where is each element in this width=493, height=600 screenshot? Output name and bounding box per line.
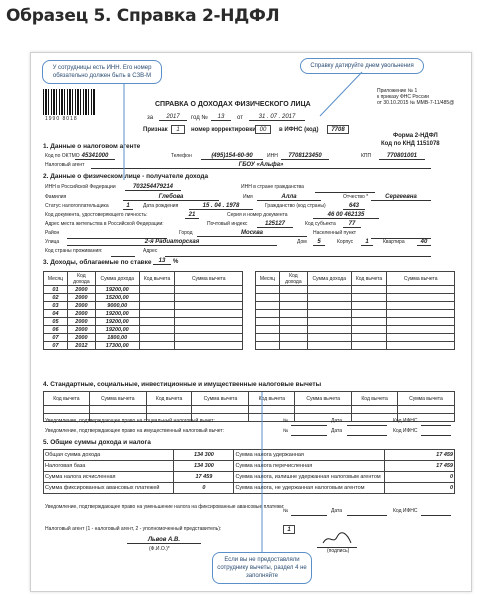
series-value: 46 00 462135 <box>313 212 379 219</box>
income-cell: 1800,00 <box>95 334 139 342</box>
income-cell: 07 <box>44 334 68 342</box>
income-cell <box>175 334 243 342</box>
rate-value: 13 <box>153 258 171 265</box>
income-cell-empty <box>256 294 280 302</box>
inn-foreign-line <box>315 192 375 193</box>
totals-cell-label: Общая сумма дохода <box>44 450 174 461</box>
phone-label: Телефон <box>171 153 192 159</box>
income-row <box>44 318 243 326</box>
deduction-header: Код вычета <box>146 392 192 406</box>
city-value: Москва <box>197 230 307 237</box>
income-cell-empty <box>279 334 307 342</box>
income-cell-empty <box>387 302 455 310</box>
income-cell <box>175 326 243 334</box>
income-cell <box>139 318 175 326</box>
totals-cell-value: 134 300 <box>174 461 234 472</box>
property-no: № <box>283 428 289 434</box>
income-cell: 2000 <box>67 310 95 318</box>
district-label: Район <box>45 230 60 236</box>
income-cell-empty <box>387 310 455 318</box>
deduction-cell <box>146 406 192 414</box>
fixed-notice-label: Уведомление, подтверждающее право на уменьшение налога на фиксированные авансовые платежи: <box>45 504 285 510</box>
income-cell-empty <box>256 318 280 326</box>
agent-name-label: Налоговый агент <box>45 162 85 168</box>
patronymic-value: Сергеевна <box>371 194 431 201</box>
doc-code-value: 21 <box>185 212 199 219</box>
totals-cell-label2: Сумма налога перечисленная <box>234 461 384 472</box>
income-cell-empty <box>256 334 280 342</box>
totals-row <box>44 483 455 494</box>
totals-cell-label2: Сумма налога, не удержанная налоговым агентом <box>234 483 384 494</box>
deduction-header: Сумма вычета <box>397 392 454 406</box>
za-label: за <box>147 115 154 121</box>
signature-mark <box>321 531 355 547</box>
income-cell-empty <box>351 310 387 318</box>
income-cell <box>139 294 175 302</box>
income-cell-empty <box>307 342 351 350</box>
year-value: 2017 <box>159 114 187 121</box>
property-ifns: Код ИФНС <box>393 428 418 434</box>
income-row <box>44 326 243 334</box>
property-notice-label: Уведомление, подтверждающее право на имущественный налоговый вычет: <box>45 428 225 434</box>
totals-cell-label: Сумма налога исчисленная <box>44 472 174 483</box>
god-label: год № <box>191 115 208 121</box>
col-month: Месяц <box>44 272 68 286</box>
income-cell <box>139 302 175 310</box>
property-date-line <box>347 435 387 436</box>
col-deduct-code-r: Код вычета <box>351 272 387 286</box>
income-cell: 2012 <box>67 342 95 350</box>
income-cell: 06 <box>44 326 68 334</box>
inn-rf-label: ИНН в Российской Федерации <box>45 184 116 190</box>
income-cell-empty <box>351 326 387 334</box>
status-label: Статус налогоплательщика <box>45 203 109 209</box>
income-cell: 2000 <box>67 286 95 294</box>
income-cell: 05 <box>44 318 68 326</box>
patronymic-label: Отчество * <box>343 194 369 200</box>
income-row-empty <box>256 334 455 342</box>
callout-date: Справку датируйте днем увольнения <box>300 58 424 74</box>
income-cell-empty <box>307 310 351 318</box>
fio-label: (Ф.И.О.)* <box>149 546 170 552</box>
totals-row <box>44 472 455 483</box>
agent-inn-value: 7708123450 <box>281 153 329 160</box>
date-value: 31 . 07 . 2017 <box>249 114 305 121</box>
income-cell-empty <box>256 302 280 310</box>
kpp-value: 770801001 <box>379 153 425 160</box>
address2-label: Адрес <box>143 248 158 254</box>
fixed-no-line <box>291 515 327 516</box>
kpp-label: КПП <box>361 153 372 159</box>
agent-type-value: 1 <box>283 525 295 534</box>
street-label: Улица <box>45 239 60 245</box>
country-label: Код страны проживания: <box>45 248 103 254</box>
deduction-header: Код вычета <box>352 392 398 406</box>
name-label: Имя <box>243 194 253 200</box>
rate-pct: % <box>173 259 179 265</box>
income-cell-empty <box>351 286 387 294</box>
deduction-row <box>44 406 455 414</box>
section-deductions-title: 4. Стандартные, социальные, инвестиционные и имущественные налоговые вычеты <box>43 381 322 388</box>
income-cell <box>175 294 243 302</box>
phone-value: (495)154-60-90 <box>201 153 263 160</box>
social-notice-label: Уведомление, подтверждающее право на социальный налоговый вычет: <box>45 418 215 424</box>
income-cell-empty <box>279 326 307 334</box>
col-deduct-code: Код вычета <box>139 272 175 286</box>
income-cell: 15200,00 <box>95 294 139 302</box>
income-cell: 03 <box>44 302 68 310</box>
flat-label: Квартира <box>383 239 405 245</box>
agent-inn-label: ИНН <box>267 153 278 159</box>
social-no-line <box>291 425 327 426</box>
doc-code-label: Код документа, удостоверяющего личность: <box>45 212 148 218</box>
income-cell <box>139 286 175 294</box>
building-label: Корпус <box>337 239 354 245</box>
income-cell-empty <box>351 342 387 350</box>
social-no: № <box>283 418 289 424</box>
col-deduct-sum: Сумма вычета <box>175 272 243 286</box>
income-cell: 19200,00 <box>95 286 139 294</box>
ifns-value: 7708 <box>327 125 349 134</box>
deduction-cell <box>352 414 398 422</box>
property-ifns-line <box>421 435 451 436</box>
income-cell-empty <box>387 326 455 334</box>
income-cell-empty <box>307 294 351 302</box>
dob-value: 15 . 04 . 1978 <box>189 203 253 210</box>
citizenship-label: Гражданство (код страны) <box>265 203 326 209</box>
income-cell-empty <box>279 310 307 318</box>
appendix-line2: к приказу ФНС России <box>377 94 429 100</box>
status-value: 1 <box>123 203 133 210</box>
deduction-cell <box>192 406 249 414</box>
agent-type-label: Налоговый агент (1 - налоговый агент, 2 - уполномоченный представитель): <box>45 526 222 532</box>
region-label: Код субъекта <box>305 221 336 227</box>
agent-name-value: ГБОУ «Альфа» <box>91 162 431 169</box>
deduction-header: Сумма вычета <box>192 392 249 406</box>
inn-foreign-label: ИНН в стране гражданства <box>241 184 304 190</box>
income-cell <box>175 302 243 310</box>
income-row-empty <box>256 286 455 294</box>
address-label: Адрес места жительства в Российской Федерации: <box>45 221 164 227</box>
income-cell <box>139 342 175 350</box>
income-row-empty <box>256 342 455 350</box>
income-cell-empty <box>279 342 307 350</box>
totals-cell-value: 134 300 <box>174 450 234 461</box>
col-income-code-r: Код дохода <box>279 272 307 286</box>
col-deduct-sum-r: Сумма вычета <box>387 272 455 286</box>
totals-cell-value2: 0 <box>384 483 454 494</box>
korr-value: 00 <box>255 125 271 134</box>
income-cell-empty <box>351 294 387 302</box>
income-cell: 04 <box>44 310 68 318</box>
totals-cell-label: Налоговая база <box>44 461 174 472</box>
totals-cell-label: Сумма фиксированных авансовых платежей <box>44 483 174 494</box>
income-cell <box>139 326 175 334</box>
income-row-empty <box>256 302 455 310</box>
income-cell-empty <box>351 318 387 326</box>
region-value: 77 <box>343 221 361 228</box>
income-row <box>44 342 243 350</box>
income-cell <box>139 334 175 342</box>
income-cell: 2000 <box>67 302 95 310</box>
deduction-cell <box>44 406 90 414</box>
name-value: Алла <box>257 194 321 201</box>
inn-rf-value: 703254479214 <box>125 184 181 191</box>
income-cell-empty <box>387 342 455 350</box>
signer-name: Львов А.В. <box>127 537 201 544</box>
citizenship-value: 643 <box>343 203 365 210</box>
totals-cell-value: 17 459 <box>174 472 234 483</box>
barcode-number: 1990 8018 <box>45 116 78 122</box>
deduction-cell <box>89 406 146 414</box>
fixed-ifns: Код ИФНС <box>393 508 418 514</box>
col-income-code: Код дохода <box>67 272 95 286</box>
ifns-label: в ИФНС (код) <box>279 127 319 133</box>
social-ifns: Код ИФНС <box>393 418 418 424</box>
income-cell-empty <box>387 334 455 342</box>
social-ifns-line <box>421 425 451 426</box>
fixed-date: Дата <box>331 508 343 514</box>
locality-label: Населенный пункт <box>313 230 357 236</box>
totals-cell-label2: Сумма налога удержанная <box>234 450 384 461</box>
income-row <box>44 302 243 310</box>
income-cell <box>175 286 243 294</box>
income-cell-empty <box>279 302 307 310</box>
appendix-line1: Приложение № 1 <box>377 88 418 94</box>
income-cell-empty <box>256 326 280 334</box>
income-cell-empty <box>279 318 307 326</box>
income-cell: 2000 <box>67 294 95 302</box>
income-cell <box>175 310 243 318</box>
income-cell-empty <box>256 342 280 350</box>
income-cell-empty <box>307 334 351 342</box>
section-agent-title: 1. Данные о налоговом агенте <box>43 143 141 150</box>
deduction-cell <box>249 406 295 414</box>
fixed-ifns-line <box>421 515 451 516</box>
ot-label: от <box>237 115 243 121</box>
section-person-title: 2. Данные о физическом лице - получателе дохода <box>43 173 209 180</box>
income-cell <box>175 318 243 326</box>
property-no-line <box>291 435 327 436</box>
income-table-left <box>43 271 243 350</box>
totals-row <box>44 461 455 472</box>
deduction-header: Сумма вычета <box>89 392 146 406</box>
deduction-cell <box>352 406 398 414</box>
doc-title: СПРАВКА О ДОХОДАХ ФИЗИЧЕСКОГО ЛИЦА <box>155 101 311 108</box>
income-cell: 19200,00 <box>95 326 139 334</box>
page-title: Образец 5. Справка 2-НДФЛ <box>6 6 280 26</box>
income-cell: 2000 <box>67 334 95 342</box>
income-cell <box>175 342 243 350</box>
income-row-empty <box>256 310 455 318</box>
knd-label: Код по КНД 1151078 <box>381 141 440 147</box>
dob-label: Дата рождения <box>143 203 179 209</box>
house-label: Дом <box>297 239 307 245</box>
totals-cell-label2: Сумма налога, излишне удержанная налоговым агентом <box>234 472 384 483</box>
section-totals-title: 5. Общие суммы дохода и налога <box>43 439 151 446</box>
flat-value: 40 <box>417 239 431 246</box>
deduction-header: Сумма вычета <box>295 392 352 406</box>
fixed-no: № <box>283 508 289 514</box>
social-date: Дата <box>331 418 343 424</box>
income-cell: 07 <box>44 342 68 350</box>
deduction-header: Код вычета <box>249 392 295 406</box>
income-cell: 2000 <box>67 318 95 326</box>
series-label: Серия и номер документа <box>227 212 288 218</box>
income-cell: 01 <box>44 286 68 294</box>
callout-inn: У сотрудницы есть ИНН. Его номер обязательно должен быть в СЗВ-М <box>42 60 162 84</box>
sign-label: (подпись) <box>327 548 350 554</box>
income-row-empty <box>256 318 455 326</box>
income-cell-empty <box>307 318 351 326</box>
income-cell: 19200,00 <box>95 318 139 326</box>
form-label: Форма 2-НДФЛ <box>393 133 438 139</box>
oktmo-value: 45341000 <box>75 153 115 160</box>
income-cell: 02 <box>44 294 68 302</box>
col-income-sum-r: Сумма дохода <box>307 272 351 286</box>
income-cell: 9000,00 <box>95 302 139 310</box>
korr-label: номер корректировки <box>191 127 256 133</box>
income-cell-empty <box>307 286 351 294</box>
income-cell-empty <box>387 318 455 326</box>
totals-cell-value: 0 <box>174 483 234 494</box>
income-cell-empty <box>279 286 307 294</box>
house-value: 5 <box>313 239 325 246</box>
priznak-label: Признак <box>143 127 168 133</box>
income-table-right <box>255 271 455 350</box>
income-cell-empty <box>256 310 280 318</box>
totals-row <box>44 450 455 461</box>
income-row-empty <box>256 326 455 334</box>
fixed-date-line <box>347 515 387 516</box>
deduction-header: Код вычета <box>44 392 90 406</box>
property-date: Дата <box>331 428 343 434</box>
income-cell: 17300,00 <box>95 342 139 350</box>
city-label: Город <box>179 230 193 236</box>
totals-cell-value2: 17 459 <box>384 461 454 472</box>
oktmo-label: Код по ОКТМО <box>45 153 80 159</box>
income-cell-empty <box>279 294 307 302</box>
zip-label: Почтовый индекс <box>207 221 248 227</box>
number-value: 13 <box>211 114 231 121</box>
totals-cell-value2: 17 459 <box>384 450 454 461</box>
callout-deductions: Если вы не предоставляли сотруднику вычеты, раздел 4 не заполняйте <box>212 552 312 584</box>
surname-value: Глебова <box>123 194 219 201</box>
income-cell-empty <box>307 302 351 310</box>
appendix-line3: от 30.10.2015 № ММВ-7-11/485@ <box>377 100 455 106</box>
income-cell-empty <box>387 294 455 302</box>
barcode <box>43 89 95 115</box>
country-line <box>111 256 135 257</box>
deduction-cell <box>397 406 454 414</box>
totals-table <box>43 449 455 494</box>
income-row <box>44 334 243 342</box>
income-row-empty <box>256 294 455 302</box>
section-income-title: 3. Доходы, облагаемые по ставке <box>43 259 152 266</box>
street-value: 2-я Радиаторская <box>67 239 277 246</box>
income-row <box>44 310 243 318</box>
income-cell-empty <box>351 302 387 310</box>
income-cell-empty <box>307 326 351 334</box>
priznak-value: 1 <box>171 125 185 134</box>
income-cell: 2000 <box>67 326 95 334</box>
zip-value: 125127 <box>257 221 293 228</box>
deduction-cell <box>295 414 352 422</box>
income-cell-empty <box>351 334 387 342</box>
building-value: 1 <box>361 239 373 246</box>
income-cell-empty <box>256 286 280 294</box>
surname-label: Фамилия <box>45 194 67 200</box>
income-cell: 19200,00 <box>95 310 139 318</box>
totals-cell-value2: 0 <box>384 472 454 483</box>
income-row <box>44 294 243 302</box>
form-sheet <box>30 52 472 592</box>
income-cell <box>139 310 175 318</box>
social-date-line <box>347 425 387 426</box>
col-month-r: Месяц <box>256 272 280 286</box>
col-income-sum: Сумма дохода <box>95 272 139 286</box>
income-row <box>44 286 243 294</box>
income-cell-empty <box>387 286 455 294</box>
address2-line <box>165 256 431 257</box>
deduction-cell <box>295 406 352 414</box>
